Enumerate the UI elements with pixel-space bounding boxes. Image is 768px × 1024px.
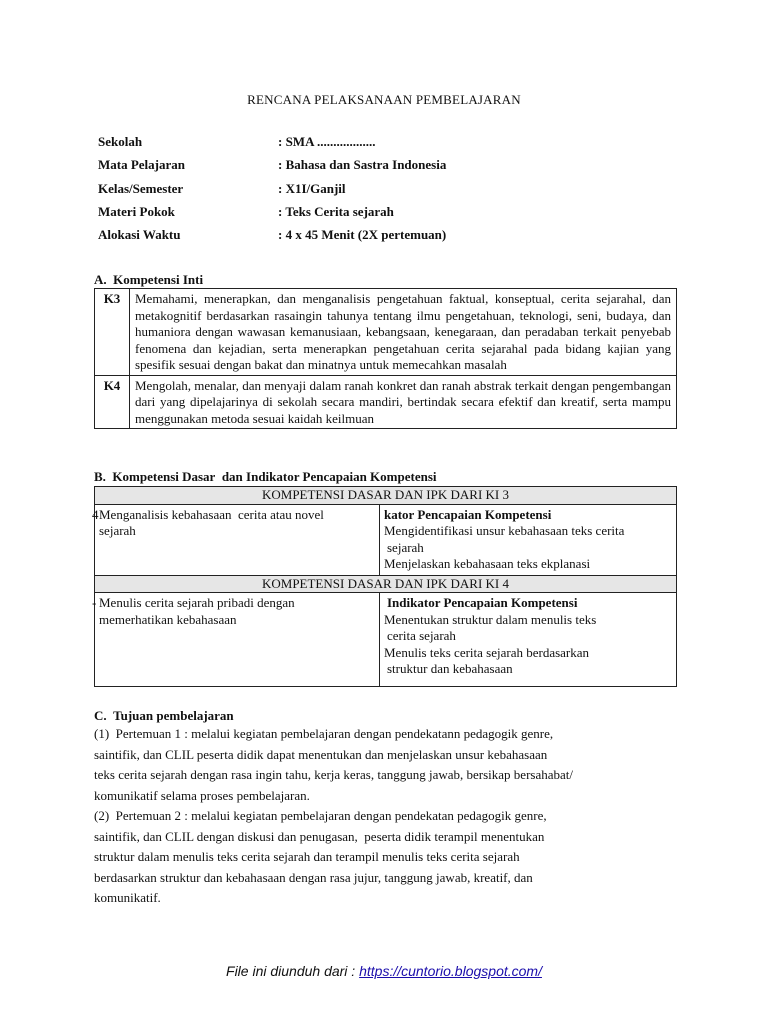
competence-text: Mengolah, menalar, dan menyaji dalam ranah konkret dan ranah abstrak terkait dengan pengembangan dari yang dipelajarinya di sekolah secara mandiri, bertindak secara efektif dan kreatif, serta mampu menggunakan metoda sesuai kaidah keilmuan [130, 375, 677, 429]
objective-line: saintifik, dan CLIL dengan diskusi dan penugasan, peserta didik terampil menentukan [94, 828, 545, 844]
indicator-line: cerita sejarah [387, 628, 456, 643]
ki3-basic-competence [92, 504, 380, 575]
identity-value: : Teks Cerita sejarah [278, 204, 394, 219]
ki4-indicators [380, 593, 677, 687]
identity-label: Materi Pokok [98, 204, 175, 219]
section-a-heading: A. Kompetensi Inti [94, 272, 204, 287]
source-link[interactable]: https://cuntorio.blogspot.com/ [359, 963, 542, 979]
indicator-line: Menentukan struktur dalam menulis teks [384, 611, 597, 627]
indicator-heading: kator Pencapaian Kompetensi [384, 506, 552, 522]
section-b-heading: B. Kompetensi Dasar dan Indikator Pencapaian Kompetensi [94, 469, 437, 484]
ki3-left-line: Menganalisis kebahasaan cerita atau novel [99, 506, 324, 522]
table-header-row [95, 575, 677, 593]
competence-code: K3 [95, 289, 130, 376]
indicator-line: Mengidentifikasi unsur kebahasaan teks cerita [384, 523, 625, 538]
ki3-left-line: sejarah [99, 523, 136, 538]
identity-label: Kelas/Semester [98, 181, 184, 196]
identity-value: : Bahasa dan Sastra Indonesia [278, 157, 447, 172]
competence-code: K4 [95, 375, 130, 429]
table-row [95, 375, 677, 429]
objective-line: saintifik, dan CLIL peserta didik dapat menentukan dan menjelaskan unsur kebahasaan [94, 746, 548, 762]
download-footer [0, 963, 768, 979]
document-title: RENCANA PELAKSANAAN PEMBELAJARAN [247, 92, 521, 107]
objective-line: struktur dalam menulis teks cerita sejarah dan terampil menulis teks cerita sejarah [94, 849, 520, 864]
indicator-line: Menjelaskan kebahasaan teks ekplanasi [384, 556, 591, 571]
footer-prefix: File ini diunduh dari : [226, 963, 360, 979]
identity-label: Mata Pelajaran [98, 157, 186, 172]
identity-value: : SMA .................. [278, 134, 376, 149]
indicator-line: Menulis teks cerita sejarah berdasarkan [384, 644, 590, 660]
objective-line: teks cerita sejarah dengan rasa ingin tahu, kerja keras, tanggung jawab, bersikap bersahabat/ [94, 767, 574, 782]
list-marker: 4 [92, 506, 99, 522]
objective-line: komunikatif selama proses pembelajaran. [94, 787, 310, 803]
table-row [95, 504, 677, 575]
table-row [95, 289, 677, 376]
section-c-heading: C. Tujuan pembelajaran [94, 708, 234, 723]
identity-value: : 4 x 45 Menit (2X pertemuan) [278, 227, 447, 242]
competence-text: Memahami, menerapkan, dan menganalisis pengetahuan faktual, konseptual, cerita sejarahal, dan metakognitif berdasarkan rasaingin tahunya tentang ilmu pengetahuan, teknologi, seni, budaya, dan humaniora dengan wawasan kemanusiaan, kebangsaan, kenegaraan, dan peradaban terkait penyebab fenomena dan kejadian, serta menerapkan pengetahuan cerita sejarahal pada bidang kajian yang spesifik sesuai dengan bakat dan minatnya untuk memecahkan masalah [130, 289, 677, 376]
indicator-line: struktur dan kebahasaan [387, 661, 513, 676]
objective-line: (1) Pertemuan 1 : melalui kegiatan pembelajaran dengan pendekatann pedagogik genre, [94, 726, 554, 741]
ki3-header: KOMPETENSI DASAR DAN IPK DARI KI 3 [95, 487, 677, 505]
indicator-heading: Indikator Pencapaian Kompetensi [387, 595, 578, 610]
objective-line: berdasarkan struktur dan kebahasaan dengan rasa jujur, tanggung jawab, kreatif, dan [94, 869, 533, 885]
objective-line: komunikatif. [94, 890, 161, 905]
list-marker: - [92, 595, 97, 610]
indicator-line: sejarah [387, 539, 424, 555]
objective-line: (2) Pertemuan 2 : melalui kegiatan pembelajaran dengan pendekatan pedagogik genre, [94, 808, 547, 823]
identity-value: : X1I/Ganjil [278, 181, 346, 196]
identity-label: Alokasi Waktu [98, 227, 181, 242]
ki4-basic-competence [92, 593, 380, 687]
learning-objectives [94, 724, 654, 909]
ki4-header: KOMPETENSI DASAR DAN IPK DARI KI 4 [95, 575, 677, 593]
table-header-row [95, 487, 677, 505]
identity-label: Sekolah [98, 134, 143, 149]
basic-competence-table [94, 486, 677, 687]
ki4-left-line: memerhatikan kebahasaan [99, 611, 237, 627]
core-competence-table [94, 288, 677, 429]
ki4-left-line: Menulis cerita sejarah pribadi dengan [99, 595, 295, 610]
table-row [95, 593, 677, 687]
ki3-indicators [380, 504, 677, 575]
